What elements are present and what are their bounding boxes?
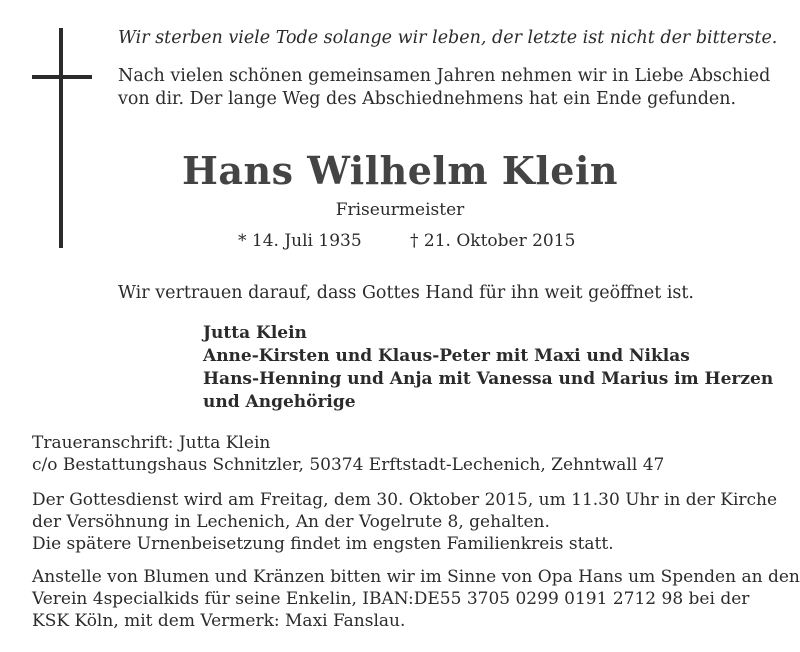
mourners-list xyxy=(203,322,773,414)
trust-line: Wir vertrauen darauf, dass Gottes Hand für ihn weit geöffnet ist. xyxy=(118,283,694,303)
donation-info xyxy=(32,566,800,632)
intro-line: Nach vielen schönen gemeinsamen Jahren nehmen wir in Liebe Abschied xyxy=(118,66,771,86)
address-line: Traueranschrift: Jutta Klein xyxy=(32,433,271,453)
service-line: Die spätere Urnenbeisetzung findet im engsten Familienkreis statt. xyxy=(32,534,614,554)
donation-line: Anstelle von Blumen und Kränzen bitten wir im Sinne von Opa Hans um Spenden an den xyxy=(32,567,800,587)
donation-line: KSK Köln, mit dem Vermerk: Maxi Fanslau. xyxy=(32,611,406,631)
birth-date: * 14. Juli 1935 xyxy=(238,231,362,251)
intro-text xyxy=(118,65,778,111)
mourner: Jutta Klein xyxy=(203,323,307,343)
service-info xyxy=(32,489,778,555)
mourner: Hans-Henning und Anja mit Vanessa und Marius im Herzen xyxy=(203,369,774,389)
mourner: Anne-Kirsten und Klaus-Peter mit Maxi und Niklas xyxy=(203,346,690,366)
donation-line: Verein 4specialkids für seine Enkelin, IBAN:DE55 3705 0299 0191 2712 98 bei der xyxy=(32,589,750,609)
intro-line: von dir. Der lange Weg des Abschiednehmens hat ein Ende gefunden. xyxy=(118,89,737,109)
service-line: der Versöhnung in Lechenich, An der Vogelrute 8, gehalten. xyxy=(32,512,550,532)
death-date: † 21. Oktober 2015 xyxy=(410,231,576,251)
mourning-address xyxy=(32,432,770,476)
service-line: Der Gottesdienst wird am Freitag, dem 30. Oktober 2015, um 11.30 Uhr in der Kirche xyxy=(32,490,778,510)
deceased-name: Hans Wilhelm Klein xyxy=(181,148,619,193)
address-line: c/o Bestattungshaus Schnitzler, 50374 Erftstadt-Lechenich, Zehntwall 47 xyxy=(32,455,665,475)
mourner: und Angehörige xyxy=(203,392,356,412)
motto: Wir sterben viele Tode solange wir leben, der letzte ist nicht der bitterste. xyxy=(118,28,778,48)
profession: Friseurmeister xyxy=(335,200,465,220)
